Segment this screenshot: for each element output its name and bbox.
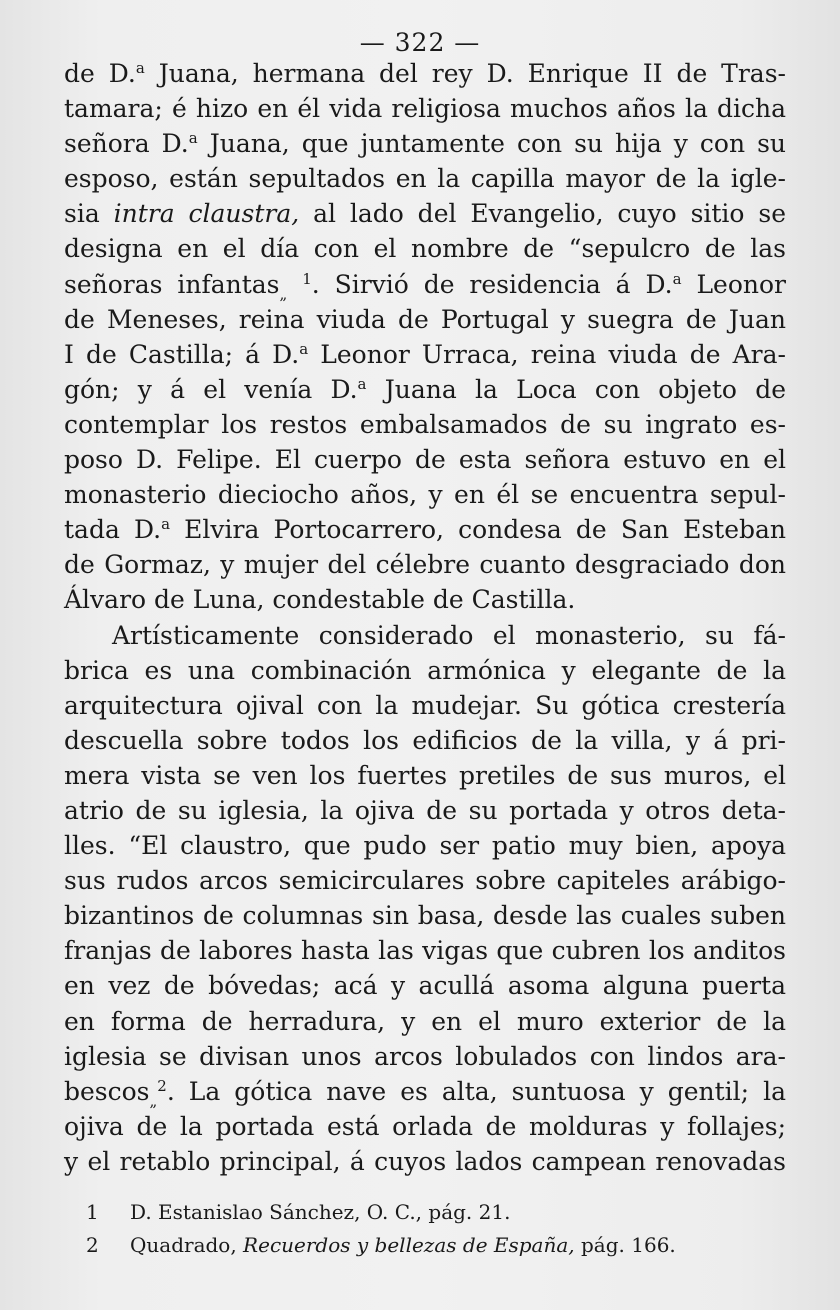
text-line: arquitectura ojival con la mudejar. Su gótica crestería bbox=[64, 690, 786, 720]
footnote-ref-1: 1 bbox=[302, 269, 312, 288]
footnote-book-title: Recuerdos y bellezas de España, bbox=[243, 1233, 575, 1257]
text-line: ojiva de la portada está orlada de molduras y follajes; bbox=[64, 1111, 786, 1141]
footnote-text: D. Estanislao Sánchez, O. C., pág. 21. bbox=[130, 1200, 511, 1224]
text-line: bescos$_„^2$. La gótica nave es alta, suntuosa y gentil; la bbox=[64, 1076, 786, 1110]
text-line: Artísticamente considerado el monasterio, su fá- bbox=[112, 620, 786, 650]
text-line: en vez de bóvedas; acá y acullá asoma alguna puerta bbox=[64, 971, 786, 1001]
text-line: señora D.$^a$ Juana, que juntamente con su hija y con su bbox=[64, 129, 787, 159]
text-line: de D.$^a$ Juana, hermana del rey D. Enrique II de Tras- bbox=[64, 59, 786, 88]
text-line: poso D. Felipe. El cuerpo de esta señora estuvo en el bbox=[64, 445, 786, 475]
text-line: gón; y á el venía D.$^a$ Juana la Loca con objeto de bbox=[64, 374, 786, 404]
text-line: lles. “El claustro, que pudo ser patio muy bien, apoya bbox=[64, 831, 786, 861]
text-line: mera vista se ven los fuertes pretiles de sus muros, el bbox=[64, 760, 786, 790]
text-line: bizantinos de columnas sin basa, desde las cuales suben bbox=[64, 901, 786, 931]
footnotes bbox=[86, 1196, 746, 1262]
footnote-2: 2 Quadrado, Recuerdos y bellezas de España, pág. 166. bbox=[86, 1229, 746, 1262]
footnote-number: 1 bbox=[86, 1200, 99, 1224]
text-line: Álvaro de Luna, condestable de Castilla. bbox=[64, 585, 576, 615]
text-line: y el retablo principal, á cuyos lados campean renovadas bbox=[64, 1146, 786, 1176]
text-line: brica es una combinación armónica y elegante de la bbox=[64, 655, 786, 685]
text-line: contemplar los restos embalsamados de su ingrato es- bbox=[64, 409, 786, 439]
text-line: franjas de labores hasta las vigas que cubren los anditos bbox=[64, 936, 786, 966]
text-line: descuella sobre todos los edificios de la villa, y á pri- bbox=[64, 725, 786, 755]
italic-phrase: intra claustra, bbox=[113, 199, 300, 229]
footnote-ref-2: 2 bbox=[157, 1076, 167, 1095]
text-line: en forma de herradura, y en el muro exterior de la bbox=[64, 1006, 786, 1036]
text-line: iglesia se divisan unos arcos lobulados con lindos ara- bbox=[64, 1041, 786, 1071]
text-line: de Meneses, reina viuda de Portugal y suegra de Juan bbox=[64, 304, 786, 334]
body-text bbox=[64, 56, 786, 1179]
text-line: esposo, están sepultados en la capilla mayor de la igle- bbox=[64, 164, 786, 194]
footnote-number: 2 bbox=[86, 1233, 99, 1257]
text-line: I de Castilla; á D.$^a$ Leonor Urraca, reina viuda de Ara- bbox=[64, 339, 786, 369]
text-line: sus rudos arcos semicirculares sobre capiteles arábigo- bbox=[64, 866, 786, 896]
text-line: atrio de su iglesia, la ojiva de su portada y otros deta- bbox=[64, 795, 786, 825]
text-line: tamara; é hizo en él vida religiosa muchos años la dicha bbox=[64, 94, 786, 124]
text-line: de Gormaz, y mujer del célebre cuanto desgraciado don bbox=[64, 550, 786, 580]
text-line: tada D.$^a$ Elvira Portocarrero, condesa de San Esteban bbox=[64, 515, 787, 545]
text-line: señoras infantas$_„$ $^1$. Sirvió de residencia á D.$^a$ Leonor bbox=[64, 269, 786, 303]
text-line: designa en el día con el nombre de “sepulcro de las bbox=[64, 234, 786, 264]
footnote-1 bbox=[86, 1196, 746, 1229]
text-line: monasterio dieciocho años, y en él se encuentra sepul- bbox=[64, 480, 786, 510]
page-number: — 322 — bbox=[359, 28, 481, 57]
text-line: sia intra claustra, al lado del Evangelio, cuyo sitio se bbox=[64, 199, 786, 229]
